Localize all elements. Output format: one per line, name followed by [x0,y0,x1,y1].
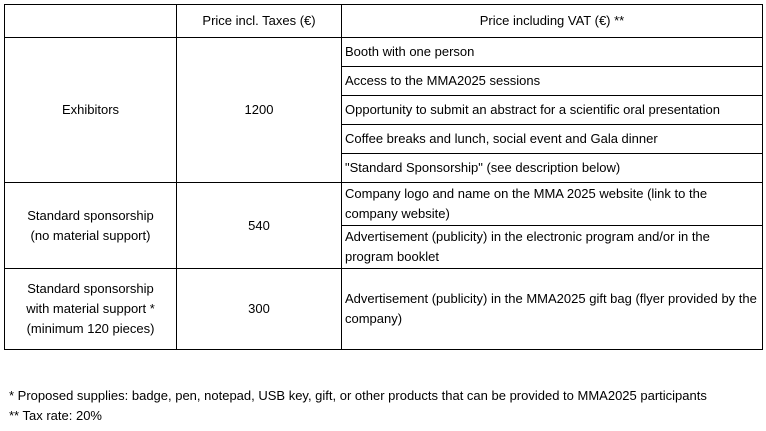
header-blank-cell [5,5,177,38]
benefit-item: Advertisement (publicity) in the MMA2025 gift bag (flyer provided by the company) [342,269,763,350]
category-line: with material support * [26,301,155,316]
footnote-tax-rate: ** Tax rate: 20% [9,408,102,423]
category-line: (minimum 120 pieces) [26,321,155,336]
table-row [5,269,763,350]
benefit-item: Opportunity to submit an abstract for a scientific oral presentation [342,96,763,125]
benefit-item: Advertisement (publicity) in the electronic program and/or in the program booklet [342,226,763,269]
category-line: Exhibitors [61,102,120,117]
category-exhibitors [5,38,177,183]
pricing-table [4,4,763,350]
price-standard-sponsorship-material: 300 [177,269,342,350]
table-row [5,183,763,226]
header-row [5,5,763,38]
category-line: Standard sponsorship [27,281,154,296]
benefit-item: Company logo and name on the MMA 2025 website (link to the company website) [342,183,763,226]
benefit-item: Booth with one person [342,38,763,67]
header-price-including-vat: Price including VAT (€) ** [342,5,763,38]
footnote-supplies: * Proposed supplies: badge, pen, notepad, USB key, gift, or other products that can be provided to MMA2025 participants [9,388,707,403]
category-standard-sponsorship-material [5,269,177,350]
price-exhibitors: 1200 [177,38,342,183]
table-row [5,38,763,67]
header-price-incl-taxes: Price incl. Taxes (€) [177,5,342,38]
benefit-item: Coffee breaks and lunch, social event and Gala dinner [342,125,763,154]
benefit-item: "Standard Sponsorship" (see description below) [342,154,763,183]
price-standard-sponsorship: 540 [177,183,342,269]
category-standard-sponsorship [5,183,177,269]
category-line: (no material support) [30,227,151,243]
category-line: Standard sponsorship [27,207,154,223]
benefit-item: Access to the MMA2025 sessions [342,67,763,96]
footnotes [9,386,707,426]
